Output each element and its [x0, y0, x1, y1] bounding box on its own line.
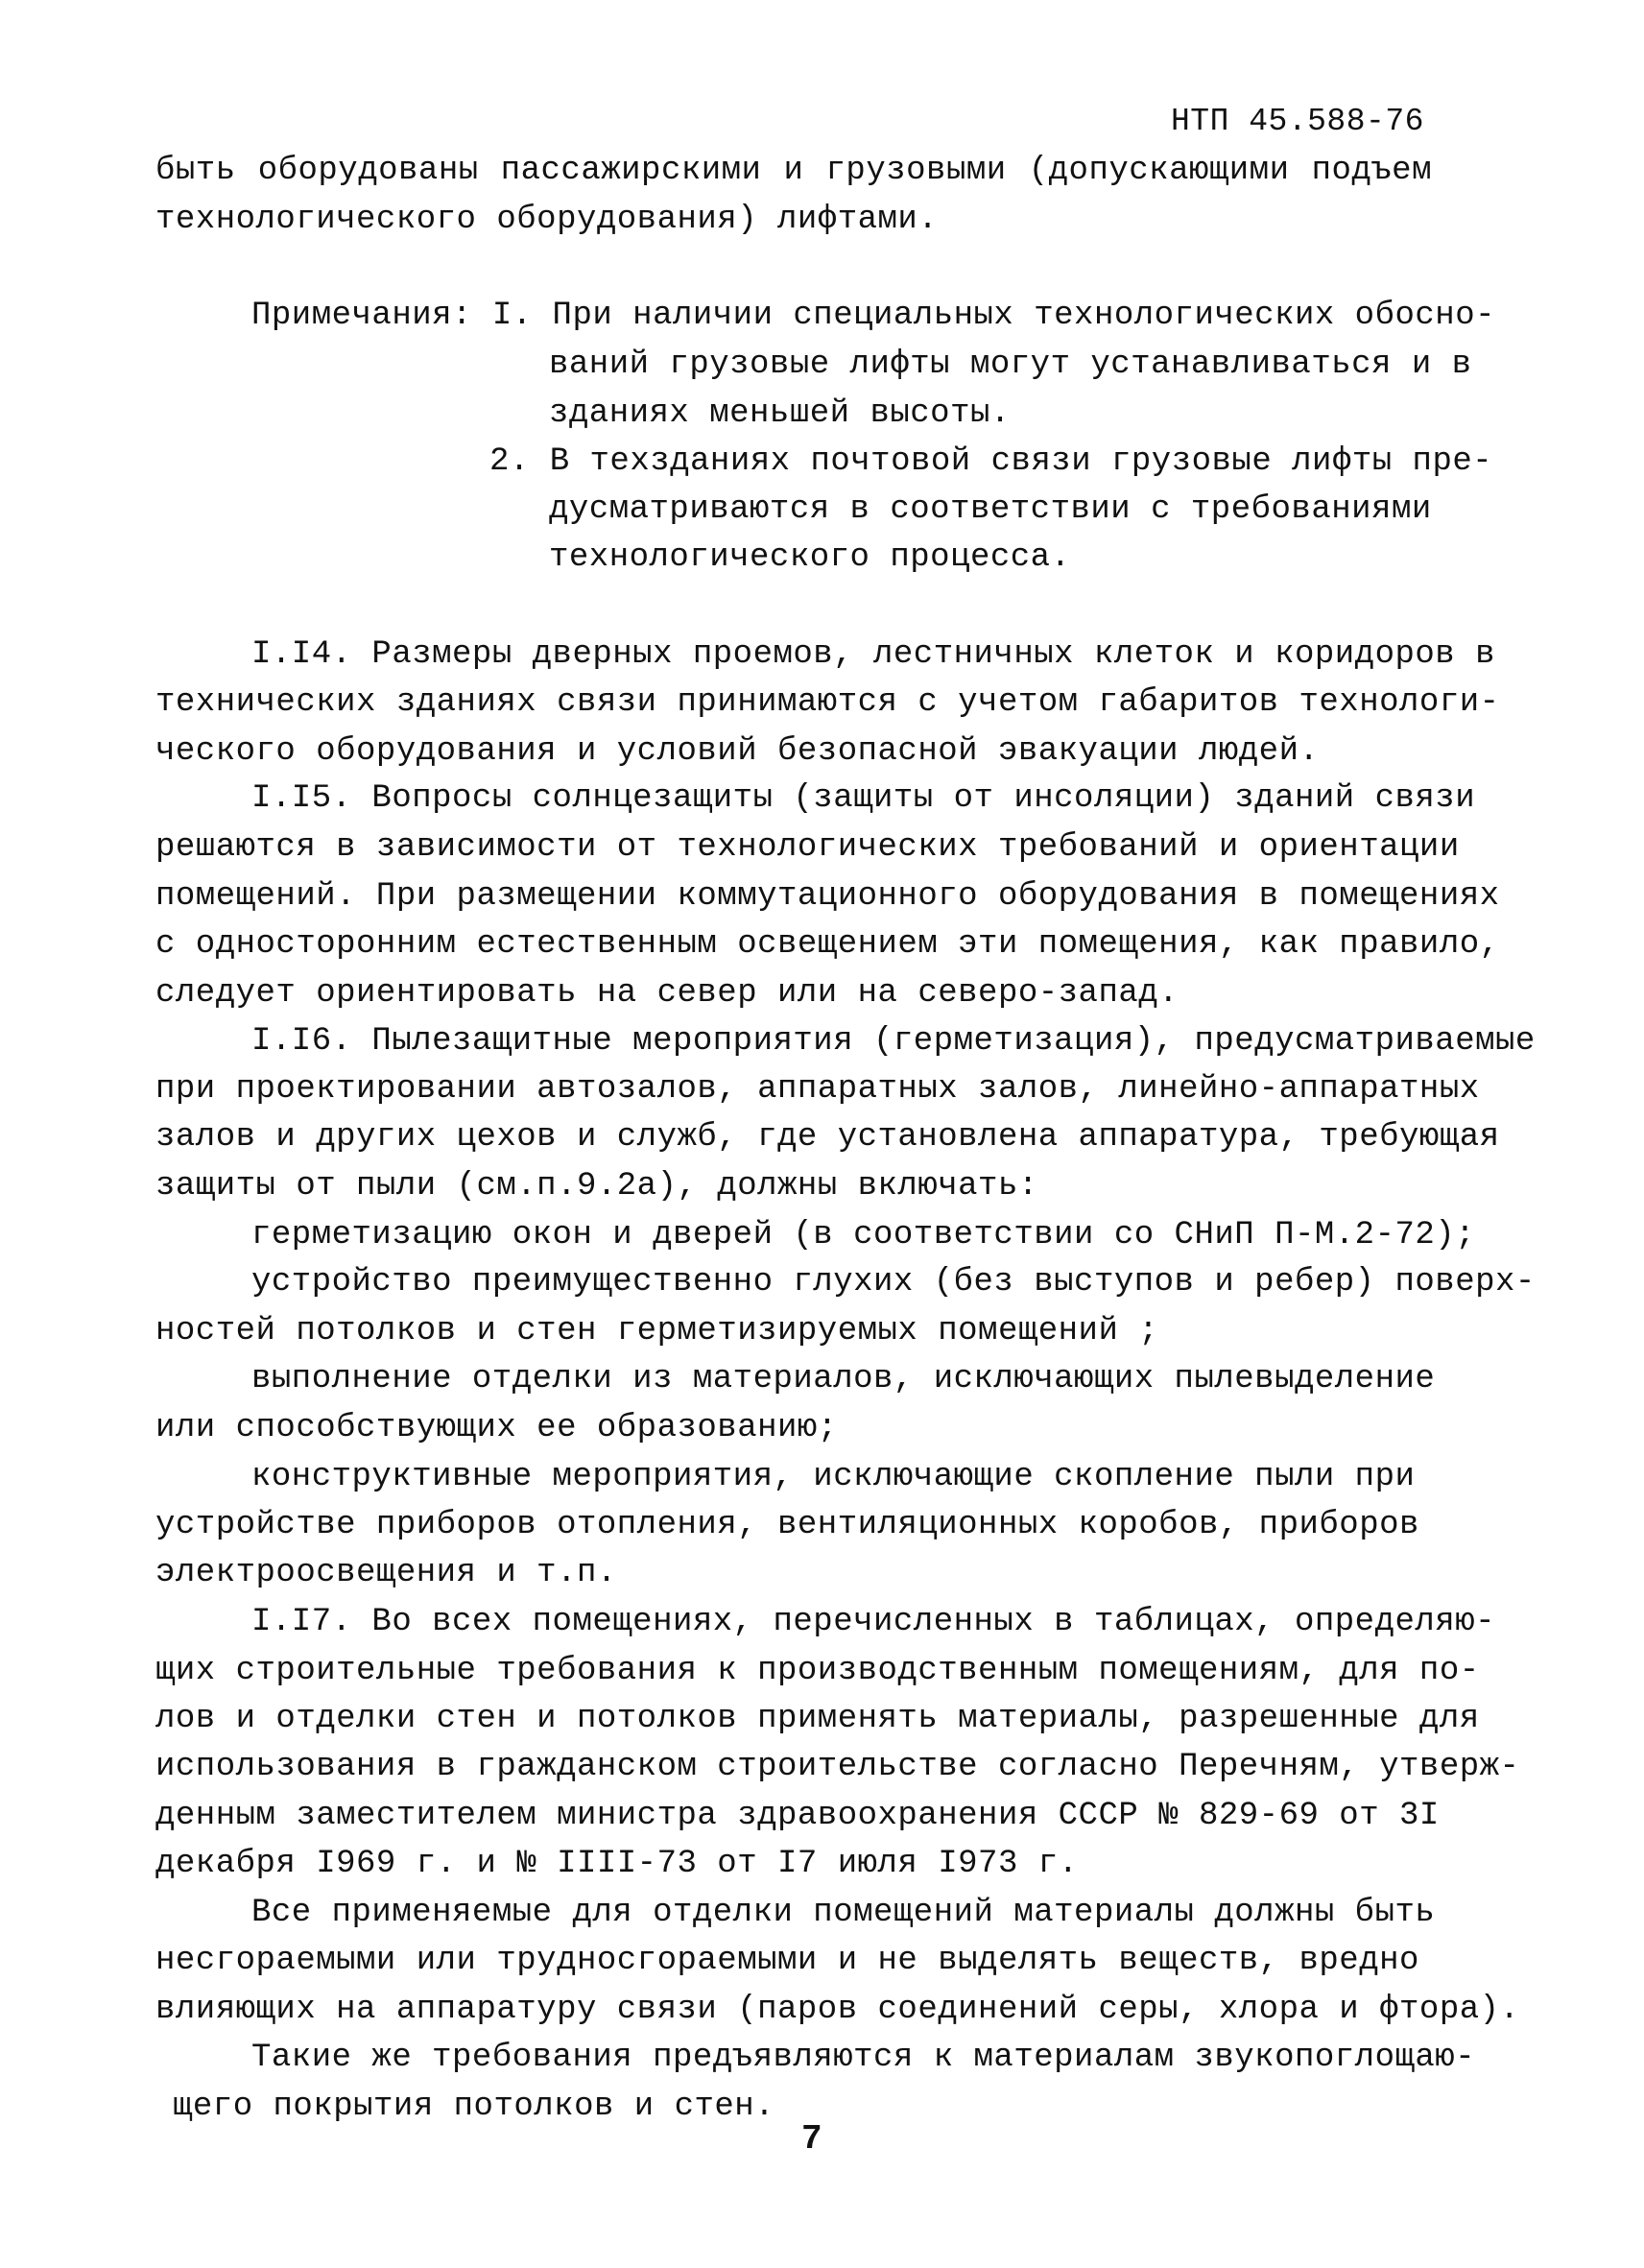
text-line: защиты от пыли (см.п.9.2а), должны включать: [155, 1168, 1038, 1205]
text-line: несгораемыми или трудносгораемыми и не выделять веществ, вредно [155, 1943, 1419, 1979]
list-line: электроосвещения и т.п. [155, 1555, 617, 1591]
text-line: Такие же требования предъявляются к материалам звукопоглощаю- [251, 2040, 1476, 2076]
text-line: щего покрытия потолков и стен. [173, 2089, 775, 2125]
list-line: конструктивные мероприятия, исключающие скопление пыли при [251, 1459, 1416, 1495]
text-line: щих строительные требования к производственным помещениям, для по- [155, 1653, 1480, 1689]
text-line: при проектировании автозалов, аппаратных залов, линейно-аппаратных [155, 1071, 1480, 1108]
text-line: технологического оборудования) лифтами. [155, 202, 939, 238]
text-line: использования в гражданском строительстве согласно Перечням, утверж- [155, 1749, 1520, 1785]
text-line: I.I6. Пылезащитные мероприятия (герметизация), предусматриваемые [251, 1023, 1536, 1060]
list-line: ностей потолков и стен герметизируемых помещений ; [155, 1313, 1159, 1349]
text-line: лов и отделки стен и потолков применять материалы, разрешенные для [155, 1701, 1480, 1737]
document-code: НТП 45.588-76 [1171, 104, 1424, 139]
text-line: помещений. При размещении коммутационного оборудования в помещениях [155, 878, 1500, 915]
list-line: устройстве приборов отопления, вентиляционных коробов, приборов [155, 1507, 1419, 1543]
text-line: влияющих на аппаратуру связи (паров соединений серы, хлора и фтора). [155, 1992, 1520, 2028]
text-line: ческого оборудования и условий безопасной эвакуации людей. [155, 733, 1320, 770]
list-line: устройство преимущественно глухих (без выступов и ребер) поверх- [251, 1264, 1536, 1301]
note-line: Примечания: I. При наличии специальных технологических обосно- [251, 298, 1496, 334]
list-line: герметизацию окон и дверей (в соответствии со СНиП П-М.2-72); [251, 1217, 1476, 1253]
text-line: следует ориентировать на север или на северо-запад. [155, 975, 1179, 1012]
list-line: или способствующих ее образованию; [155, 1410, 838, 1446]
note-line: технологического процесса. [549, 539, 1071, 576]
text-line: декабря I969 г. и № IIII-73 от I7 июля I973 г. [155, 1846, 1079, 1882]
text-line: I.I7. Во всех помещениях, перечисленных в таблицах, определяю- [251, 1604, 1496, 1640]
text-line: с односторонним естественным освещением эти помещения, как правило, [155, 926, 1500, 963]
text-line: технических зданиях связи принимаются с учетом габаритов технологи- [155, 684, 1500, 721]
text-line: денным заместителем министра здравоохранения СССР № 829-69 от 3I [155, 1798, 1440, 1834]
page-number: 7 [801, 2119, 823, 2159]
note-line: 2. В техзданиях почтовой связи грузовые лифты пре- [489, 443, 1493, 480]
note-line: дусматриваются в соответствии с требованиями [549, 491, 1432, 528]
text-line: решаются в зависимости от технологических требований и ориентации [155, 829, 1460, 866]
note-line: ваний грузовые лифты могут устанавливаться и в [549, 346, 1472, 383]
text-line: Все применяемые для отделки помещений материалы должны быть [251, 1895, 1436, 1931]
list-line: выполнение отделки из материалов, исключающих пылевыделение [251, 1361, 1436, 1397]
note-line: зданиях меньшей высоты. [549, 395, 1011, 432]
text-line: залов и других цехов и служб, где установлена аппаратура, требующая [155, 1119, 1500, 1156]
text-line: I.I5. Вопросы солнцезащиты (защиты от инсоляции) зданий связи [251, 780, 1476, 817]
text-line: I.I4. Размеры дверных проемов, лестничных клеток и коридоров в [251, 636, 1496, 673]
text-line: быть оборудованы пассажирскими и грузовыми (допускающими подъем [155, 153, 1432, 189]
